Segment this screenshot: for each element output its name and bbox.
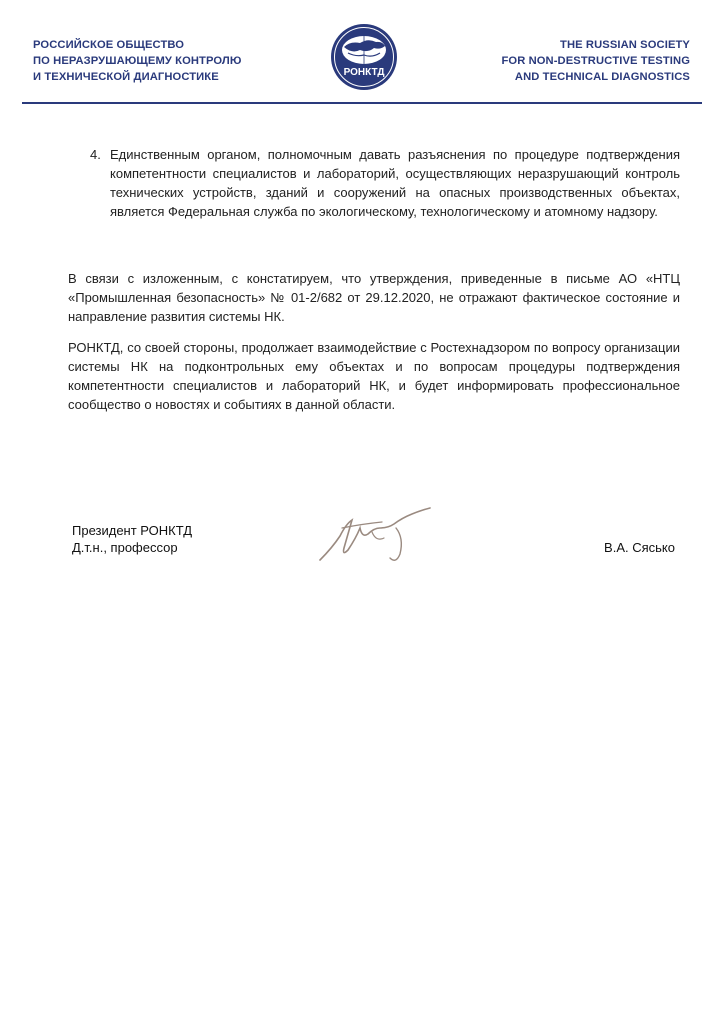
list-item-text: Единственным органом, полномочным давать разъяснения по процедуре подтверждения компетентности специалистов и лабораторий, осуществляющих неразрушающий контроль технических устройств, зданий и сооружений на опасных производственных объектах, является Федеральная служба по экологическому, технологическому и атомному надзору.: [110, 147, 680, 219]
signatory-name: В.А. Сясько: [604, 540, 675, 555]
header-ru-line-2: ПО НЕРАЗРУШАЮЩЕМУ КОНТРОЛЮ: [33, 55, 242, 67]
header-divider: [22, 102, 702, 104]
paragraph-cooperation: РОНКТД, со своей стороны, продолжает взаимодействие с Ростехнадзором по вопросу организации системы НК на подконтрольных ему объектах и по вопросам процедуры подтверждения компетентности специалистов и лабораторий НК, и будет информировать профессиональное сообщество о новостях и событиях в данной области.: [68, 340, 680, 412]
ronktd-logo: [330, 23, 398, 91]
handwritten-signature: [312, 498, 442, 568]
header-ru-line-1: РОССИЙСКОЕ ОБЩЕСТВО: [33, 39, 185, 51]
header-org-name-en: [501, 37, 690, 85]
header-en-line-2: FOR NON-DESTRUCTIVE TESTING: [501, 55, 690, 67]
signatory-title: [72, 522, 192, 556]
list-item-number: 4.: [90, 147, 101, 162]
header-en-line-1: THE RUSSIAN SOCIETY: [560, 39, 690, 51]
list-item-4: [90, 145, 680, 221]
signatory-position: Президент РОНКТД: [72, 523, 193, 538]
paragraph-conclusion: В связи с изложенным, с констатируем, что утверждения, приведенные в письме АО «НТЦ «Промышленная безопасность» № 01-2/682 от 29.12.2020, не отражают фактическое состояние и направление развития системы НК.: [68, 271, 680, 324]
logo-text: РОНКТД: [343, 67, 385, 78]
header-org-name-ru: [33, 37, 242, 85]
header-ru-line-3: И ТЕХНИЧЕСКОЙ ДИАГНОСТИКЕ: [33, 71, 219, 83]
header-en-line-3: AND TECHNICAL DIAGNOSTICS: [514, 71, 690, 83]
signatory-degree: Д.т.н., профессор: [72, 540, 178, 555]
